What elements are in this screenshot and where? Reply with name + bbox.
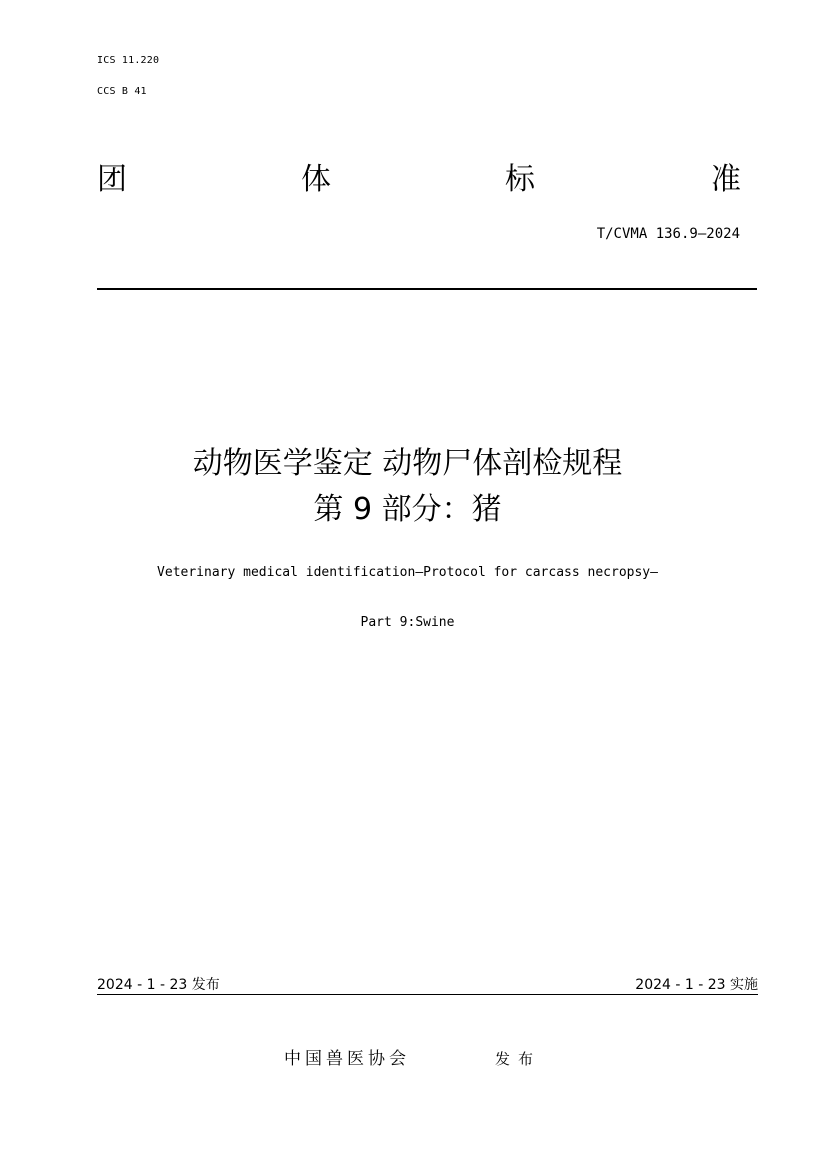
- date-divider: [97, 994, 758, 995]
- implementation-date: 2024 - 1 - 23 实施: [635, 977, 758, 993]
- standard-type-char: 团: [97, 162, 127, 197]
- publish-label: 发布: [495, 1050, 542, 1068]
- ccs-code: CCS B 41: [97, 86, 147, 97]
- title-chinese-line-1: 动物医学鉴定 动物尸体剖检规程: [192, 446, 623, 481]
- standard-number: T/CVMA 136.9—2024: [596, 226, 740, 242]
- header-divider: [97, 288, 757, 290]
- publisher-name: 中国兽医协会: [284, 1049, 410, 1069]
- title-chinese-line-2: 第 9 部分：猪: [313, 492, 502, 527]
- issue-date: 2024 - 1 - 23 发布: [97, 977, 220, 993]
- standard-type-char: 体: [301, 162, 331, 197]
- ics-code: ICS 11.220: [97, 55, 160, 66]
- title-english-line-2: Part 9:Swine: [360, 615, 455, 630]
- title-english-line-1: Veterinary medical identification—Protocol for carcass necropsy—: [157, 565, 658, 580]
- standard-type-char: 准: [711, 162, 741, 197]
- standard-type-char: 标: [505, 162, 535, 197]
